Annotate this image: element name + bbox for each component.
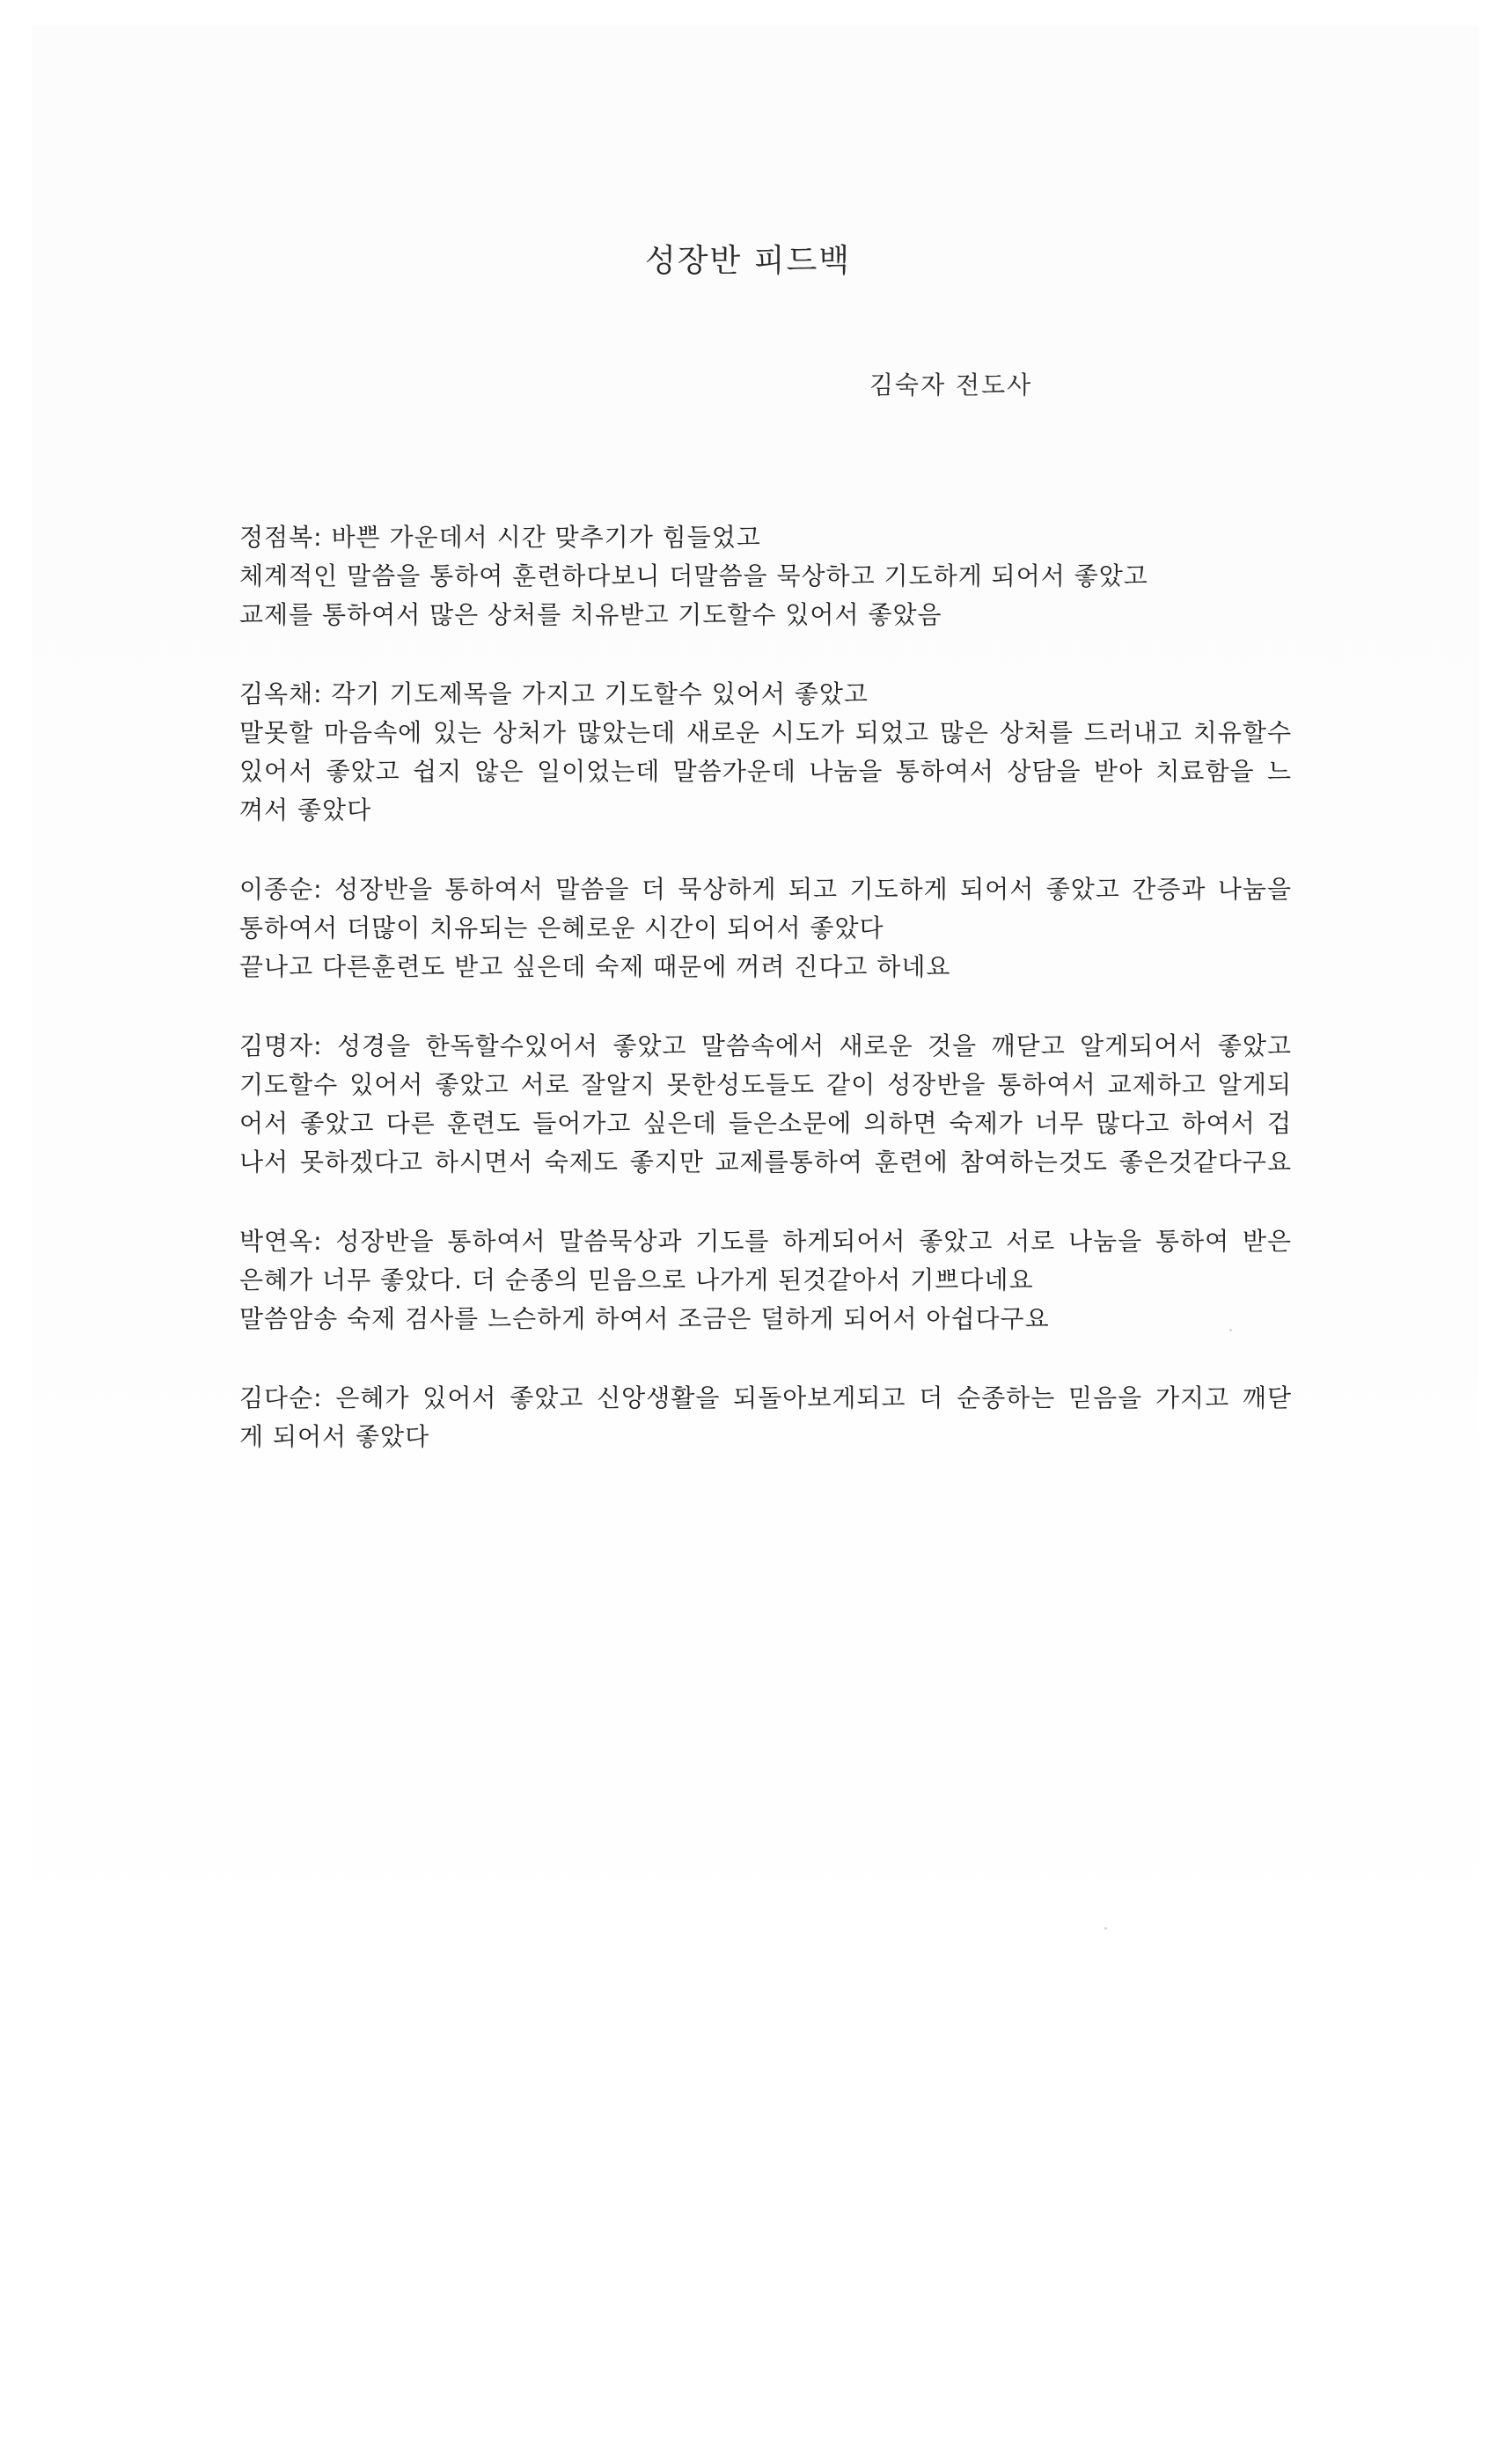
feedback-line: 정점복: 바쁜 가운데서 시간 맞추기가 힘들었고 xyxy=(239,523,761,552)
feedback-line: 말못할 마음속에 있는 상처가 많았는데 새로운 시도가 되었고 많은 상처를 드러내고 치유할수 xyxy=(239,718,1292,747)
feedback-line: 이종순: 성장반을 통하여서 말씀을 더 묵상하게 되고 기도하게 되어서 좋았고 간증과 나눔을 xyxy=(239,875,1292,904)
feedback-line: 체계적인 말씀을 통하여 훈련하다보니 더말씀을 묵상하고 기도하게 되어서 좋았고 xyxy=(239,561,1148,590)
feedback-line: 껴서 좋았다 xyxy=(239,796,372,825)
feedback-entry xyxy=(239,870,1292,986)
feedback-line: 교제를 통하여서 많은 상처를 치유받고 기도할수 있어서 좋았음 xyxy=(239,600,942,629)
feedback-line: 김명자: 성경을 한독할수있어서 좋았고 말씀속에서 새로운 것을 깨닫고 알게되어서 좋았고 xyxy=(239,1031,1292,1060)
feedback-line: 있어서 좋았고 쉽지 않은 일이었는데 말씀가운데 나눔을 통하여서 상담을 받아 치료함을 느 xyxy=(239,757,1292,786)
feedback-line: 김다순: 은혜가 있어서 좋았고 신앙생활을 되돌아보게되고 더 순종하는 믿음을 가지고 깨닫 xyxy=(239,1383,1292,1412)
feedback-entry xyxy=(239,675,1292,830)
feedback-line: 게 되어서 좋았다 xyxy=(239,1422,430,1451)
feedback-entry xyxy=(239,1222,1292,1338)
feedback-line: 어서 좋았고 다른 훈련도 들어가고 싶은데 들은소문에 의하면 숙제가 너무 많다고 하여서 겁 xyxy=(239,1109,1292,1138)
feedback-body xyxy=(239,518,1292,1497)
feedback-entry xyxy=(239,1379,1292,1456)
document-author: 김숙자 전도사 xyxy=(869,370,1033,400)
feedback-entry xyxy=(239,518,1292,634)
feedback-line: 말씀암송 숙제 검사를 느슨하게 하여서 조금은 덜하게 되어서 아쉽다구요 xyxy=(239,1304,1050,1333)
feedback-line: 통하여서 더많이 치유되는 은혜로운 시간이 되어서 좋았다 xyxy=(239,913,884,942)
scan-speck xyxy=(1104,1927,1107,1930)
feedback-line: 김옥채: 각기 기도제목을 가지고 기도할수 있어서 좋았고 xyxy=(239,679,869,708)
feedback-line: 나서 못하겠다고 하시면서 숙제도 좋지만 교제를통하여 훈련에 참여하는것도 좋은것같다구요 xyxy=(239,1148,1292,1177)
feedback-entry xyxy=(239,1027,1292,1182)
feedback-line: 끝나고 다른훈련도 받고 싶은데 숙제 때문에 꺼려 진다고 하네요 xyxy=(239,952,951,981)
feedback-line: 은혜가 너무 좋았다. 더 순종의 믿음으로 나가게 된것같아서 기쁘다네요 xyxy=(239,1265,1034,1294)
feedback-line: 기도할수 있어서 좋았고 서로 잘알지 못한성도들도 같이 성장반을 통하여서 교제하고 알게되 xyxy=(239,1070,1292,1099)
feedback-line: 박연옥: 성장반을 통하여서 말씀묵상과 기도를 하게되어서 좋았고 서로 나눔을 통하여 받은 xyxy=(239,1227,1292,1256)
document-title: 성장반 피드백 xyxy=(644,243,852,279)
